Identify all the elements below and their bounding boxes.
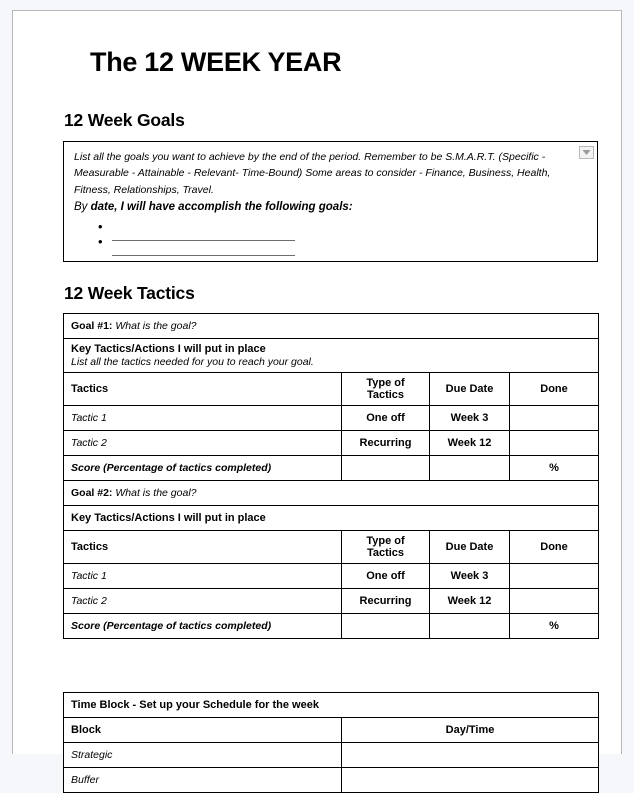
time-block-table (63, 692, 599, 793)
column-header-due-date: Due Date (430, 531, 510, 564)
column-header-day-time: Day/Time (342, 718, 599, 743)
tactics-column-header-row (64, 373, 599, 406)
column-header-block: Block (64, 718, 342, 743)
tactic-name-cell[interactable]: Tactic 1 (64, 564, 342, 589)
score-value-cell[interactable]: % (510, 614, 599, 639)
block-name-cell[interactable]: Buffer (64, 768, 342, 793)
score-type-cell[interactable] (342, 456, 430, 481)
section-heading-tactics: 12 Week Tactics (64, 283, 195, 304)
score-due-date-cell[interactable] (430, 456, 510, 481)
goal-blank-list (74, 220, 587, 250)
table-row[interactable] (64, 589, 599, 614)
chevron-down-icon[interactable] (579, 146, 594, 159)
tactic-name-cell[interactable]: Tactic 1 (64, 406, 342, 431)
goal-blank-rule[interactable] (112, 255, 295, 256)
section-heading-goals: 12 Week Goals (64, 110, 185, 130)
tactics-column-header-row (64, 531, 599, 564)
time-block-title-cell: Time Block - Set up your Schedule for the week (64, 693, 599, 718)
tactic-name-cell[interactable]: Tactic 2 (64, 431, 342, 456)
time-block-title-row (64, 693, 599, 718)
goal-label: Goal #2: (71, 487, 113, 500)
key-tactics-subtitle: List all the tactics needed for you to reach your goal. (71, 356, 314, 369)
table-row[interactable] (64, 406, 599, 431)
goal-header-cell[interactable] (64, 481, 599, 506)
column-header-tactics: Tactics (64, 531, 342, 564)
key-tactics-row (64, 506, 599, 531)
key-tactics-row (64, 339, 599, 373)
goal-header-row[interactable] (64, 314, 599, 339)
tactic-type-cell[interactable]: Recurring (342, 431, 430, 456)
tactic-type-cell[interactable]: One off (342, 564, 430, 589)
goal-blank-item[interactable] (98, 235, 587, 250)
key-tactics-title: Key Tactics/Actions I will put in place (71, 343, 266, 356)
column-header-due-date: Due Date (430, 373, 510, 406)
tactic-type-cell[interactable]: Recurring (342, 589, 430, 614)
column-header-type: Type of Tactics (342, 531, 430, 564)
tactic-done-cell[interactable] (510, 589, 599, 614)
document-title: The 12 WEEK YEAR (90, 47, 342, 77)
goal-label: Goal #1: (71, 320, 113, 333)
goals-instructions: List all the goals you want to achieve by the end of the period. Remember to be S.M.A.R.T. (Specific - Measurable - Attainable - Relevant- Time-Bound) Some areas to consider - Finance, Business, Health, Fitness, Relationships, Travel. (74, 151, 551, 196)
table-row[interactable] (64, 564, 599, 589)
tactic-type-cell[interactable]: One off (342, 406, 430, 431)
document-content (51, 11, 587, 793)
goals-prompt-prefix: By (74, 200, 91, 213)
block-name-cell[interactable]: Strategic (64, 743, 342, 768)
column-header-done: Done (510, 531, 599, 564)
key-tactics-cell (64, 339, 599, 373)
score-value-cell[interactable]: % (510, 456, 599, 481)
tactic-done-cell[interactable] (510, 564, 599, 589)
tactic-done-cell[interactable] (510, 431, 599, 456)
tactic-due-date-cell[interactable]: Week 12 (430, 431, 510, 456)
score-due-date-cell[interactable] (430, 614, 510, 639)
tactic-due-date-cell[interactable]: Week 3 (430, 406, 510, 431)
score-type-cell[interactable] (342, 614, 430, 639)
tactic-due-date-cell[interactable]: Week 3 (430, 564, 510, 589)
goal-prompt: What is the goal? (115, 320, 197, 333)
goals-text-box[interactable] (63, 141, 598, 262)
tactic-done-cell[interactable] (510, 406, 599, 431)
goal-blank-item[interactable] (98, 220, 587, 235)
table-row[interactable] (64, 431, 599, 456)
column-header-type: Type of Tactics (342, 373, 430, 406)
goals-prompt-bold: date, I will have accomplish the following goals: (90, 200, 353, 213)
document-page (12, 10, 622, 787)
score-label-cell: Score (Percentage of tactics completed) (64, 456, 342, 481)
score-label-cell: Score (Percentage of tactics completed) (64, 614, 342, 639)
key-tactics-cell: Key Tactics/Actions I will put in place (64, 506, 599, 531)
goal-prompt: What is the goal? (115, 487, 197, 500)
tactic-due-date-cell[interactable]: Week 12 (430, 589, 510, 614)
goals-prompt (74, 199, 587, 216)
column-header-done: Done (510, 373, 599, 406)
tactic-name-cell[interactable]: Tactic 2 (64, 589, 342, 614)
score-row[interactable] (64, 456, 599, 481)
table-row[interactable] (64, 768, 599, 793)
tactics-table (63, 313, 599, 639)
goal-header-cell[interactable] (64, 314, 599, 339)
time-block-header-row (64, 718, 599, 743)
table-row[interactable] (64, 743, 599, 768)
block-daytime-cell[interactable] (342, 743, 599, 768)
goal-header-row[interactable] (64, 481, 599, 506)
block-daytime-cell[interactable] (342, 768, 599, 793)
score-row[interactable] (64, 614, 599, 639)
column-header-tactics: Tactics (64, 373, 342, 406)
